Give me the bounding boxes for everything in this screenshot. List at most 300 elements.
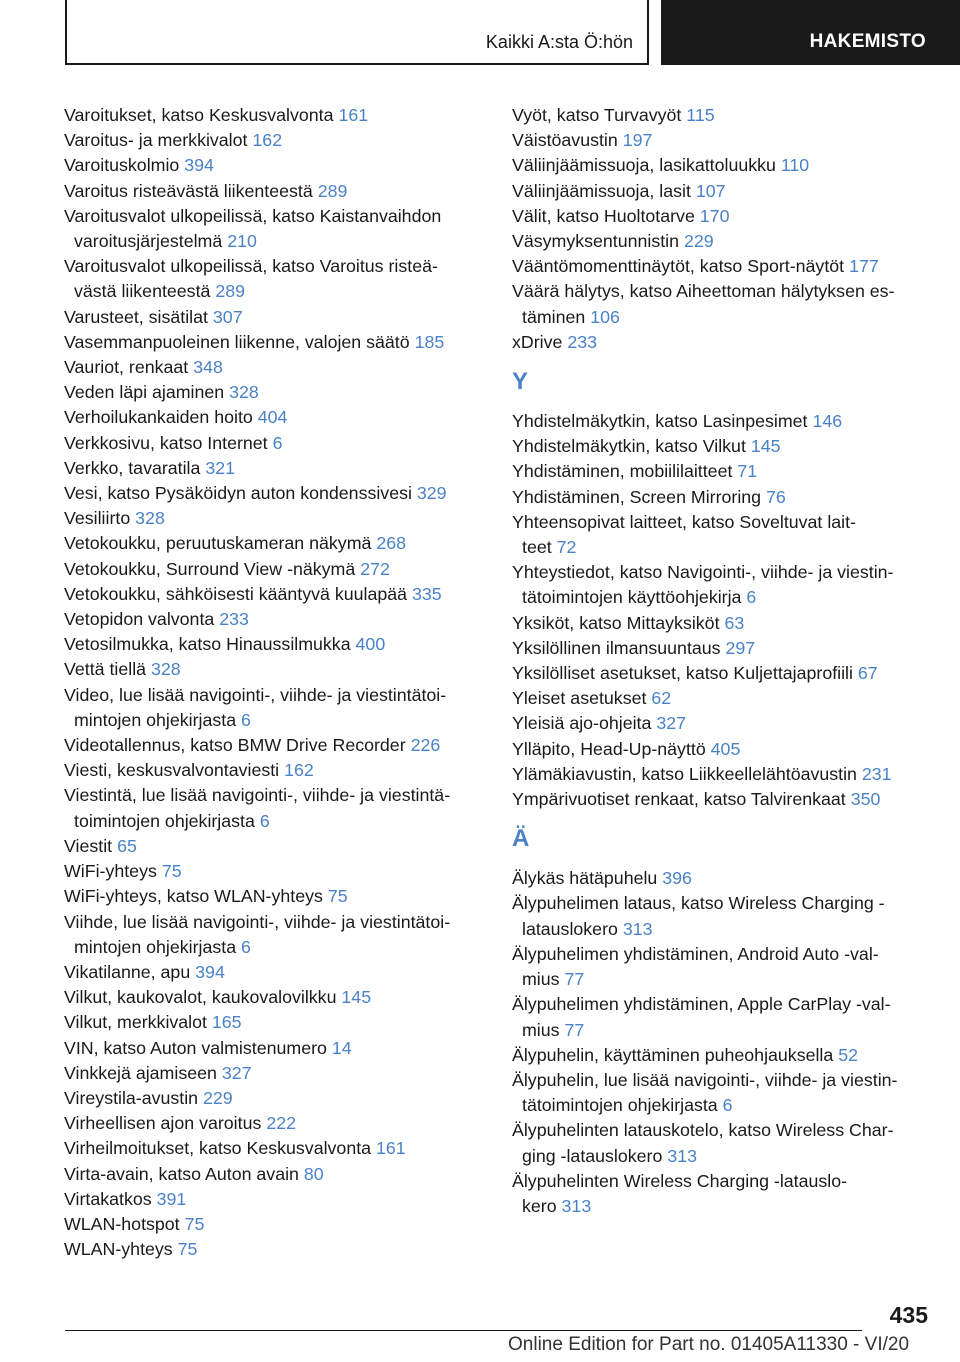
index-entry-line — [512, 686, 927, 711]
index-entry — [512, 636, 927, 661]
index-entry-line — [64, 204, 484, 229]
index-entry — [512, 686, 927, 711]
index-entry-text: Viestit — [64, 835, 113, 856]
index-entry — [512, 103, 927, 128]
page-link[interactable]: 76 — [766, 486, 786, 507]
index-entry-line — [64, 607, 484, 632]
index-entry-text: Viihde, lue lisää navigointi-, viihde- ja viestintätoi- — [64, 911, 451, 932]
index-entry — [512, 866, 927, 891]
index-entry-text: WLAN-yhteys — [64, 1239, 173, 1260]
index-entry — [64, 557, 484, 582]
index-entry-text: Vetokoukku, sähköisesti kääntyvä kuulapää — [64, 583, 408, 604]
index-entry-text: täminen — [522, 306, 586, 327]
page-link[interactable]: 6 — [259, 810, 270, 831]
index-entry-text: Yksilölliset asetukset, katso Kuljettajaprofiili — [512, 663, 853, 684]
index-entry — [512, 560, 927, 610]
index-entry-text: Vetokoukku, Surround View -näkymä — [64, 558, 356, 579]
index-entry-text: Yhdistäminen, Screen Mirroring — [512, 486, 762, 507]
page-link[interactable]: 162 — [284, 760, 314, 781]
index-entry-line — [64, 229, 484, 254]
index-entry-text: mius — [522, 1019, 560, 1040]
index-entry-line — [512, 1068, 927, 1093]
index-entry — [64, 254, 484, 304]
index-entry — [512, 254, 927, 279]
page-link[interactable]: 394 — [184, 155, 214, 176]
index-entry-line — [64, 254, 484, 279]
index-entry — [64, 985, 484, 1010]
page-link[interactable]: 72 — [556, 537, 577, 558]
page-link[interactable]: 110 — [780, 155, 810, 176]
index-entry-line — [512, 459, 927, 484]
index-entry-line — [512, 103, 927, 128]
page-link[interactable]: 405 — [710, 738, 741, 759]
index-entry-line — [64, 531, 484, 556]
page-link[interactable]: 145 — [750, 436, 781, 457]
index-entry-line — [512, 787, 927, 812]
index-entry — [512, 229, 927, 254]
index-entry — [64, 179, 484, 204]
index-entry-text: Väliinjäämissuoja, lasikattoluukku — [512, 155, 776, 176]
page-link[interactable]: 328 — [229, 382, 259, 403]
index-entry-line — [64, 809, 484, 834]
page-link[interactable]: 335 — [411, 583, 442, 604]
page-link[interactable]: 177 — [849, 256, 879, 277]
page-link[interactable]: 6 — [722, 1095, 733, 1116]
index-entry — [64, 456, 484, 481]
index-entry-text: Väliinjäämissuoja, lasit — [512, 180, 691, 201]
index-entry — [64, 783, 484, 833]
page-link[interactable]: 77 — [564, 1019, 585, 1040]
index-entry-line — [64, 103, 484, 128]
page-link[interactable]: 170 — [699, 205, 730, 226]
index-entry — [64, 204, 484, 254]
index-entry — [512, 1118, 927, 1168]
letter-heading: Ä — [512, 825, 530, 853]
index-entry — [512, 128, 927, 153]
index-entry-text: mintojen ohjekirjasta — [74, 936, 237, 957]
index-entry-line — [64, 985, 484, 1010]
index-entry-line — [64, 935, 484, 960]
index-entry — [64, 632, 484, 657]
index-entry — [64, 153, 484, 178]
index-entry-line — [64, 431, 484, 456]
page-link[interactable]: 63 — [724, 612, 745, 633]
index-entry-text: Virheilmoitukset, katso Keskusvalvonta — [64, 1138, 372, 1159]
index-entry-text: Varoitusvalot ulkopeilissä, katso Varoitus risteä- — [64, 256, 438, 277]
index-entry-line — [512, 179, 927, 204]
index-entry-text: Verhoilukankaiden hoito — [64, 407, 253, 428]
page-link[interactable]: 80 — [303, 1163, 324, 1184]
index-entry — [64, 355, 484, 380]
index-entry-text: Virtakatkos — [64, 1188, 152, 1209]
index-entry-line — [512, 485, 927, 510]
index-entry — [64, 910, 484, 960]
index-entry-line — [64, 1111, 484, 1136]
index-entry-line — [64, 1086, 484, 1111]
index-entry-text: västä liikenteestä — [74, 281, 211, 302]
page-link[interactable]: 313 — [622, 918, 653, 939]
index-entry — [64, 481, 484, 506]
index-entry-text: mintojen ohjekirjasta — [74, 709, 237, 730]
index-entry-text: Varoitus risteävästä liikenteestä — [64, 180, 313, 201]
page-link[interactable]: 146 — [812, 411, 843, 432]
page-link[interactable]: 297 — [725, 637, 756, 658]
index-entry-text: VIN, katso Auton valmistenumero — [64, 1037, 327, 1058]
index-entry-line — [512, 942, 927, 967]
index-entry — [64, 960, 484, 985]
index-column-left — [64, 103, 484, 1262]
page-link[interactable]: 313 — [667, 1145, 697, 1166]
page-link[interactable]: 327 — [221, 1062, 252, 1083]
page-link[interactable]: 6 — [241, 936, 251, 957]
index-entry-line — [64, 330, 484, 355]
index-entry-text: Vesiliirto — [64, 508, 131, 529]
index-entry-text: ging -latauslokero — [522, 1145, 663, 1166]
index-entry-line — [64, 783, 484, 808]
page-link[interactable]: 348 — [193, 357, 223, 378]
index-entry-text: tätoimintojen käyttöohjekirja — [522, 587, 742, 608]
index-entry-line — [512, 305, 927, 330]
index-entry-line — [512, 128, 927, 153]
index-entry-text: latauslokero — [522, 918, 618, 939]
page-link[interactable]: 231 — [861, 763, 892, 784]
page-link[interactable]: 75 — [327, 886, 348, 907]
index-entry-text: Viesti, keskusvalvontaviesti — [64, 760, 280, 781]
index-entry — [64, 582, 484, 607]
page-link[interactable]: 272 — [360, 558, 390, 579]
page-link[interactable]: 391 — [156, 1188, 187, 1209]
page-link[interactable]: 75 — [184, 1213, 205, 1234]
index-entry — [512, 485, 927, 510]
index-entry — [512, 204, 927, 229]
index-entry-line — [64, 1237, 484, 1262]
index-entry-text: Väistöavustin — [512, 130, 618, 151]
section-label: Kaikki A:sta Ö:hön — [485, 32, 633, 52]
page-link[interactable]: 75 — [177, 1239, 198, 1260]
index-entry-line — [64, 179, 484, 204]
index-entry — [512, 942, 927, 992]
index-entry — [512, 762, 927, 787]
index-entry — [512, 1068, 927, 1118]
edition-note: Online Edition for Part no. 01405A11330 - VI/20 — [508, 1334, 910, 1355]
index-entry-text: WLAN-hotspot — [64, 1213, 180, 1234]
index-entry — [64, 1212, 484, 1237]
index-entry — [512, 711, 927, 736]
index-entry-line — [512, 1018, 927, 1043]
index-entry-line — [64, 708, 484, 733]
index-entry-text: Vetokoukku, peruutuskameran näkymä — [64, 533, 372, 554]
index-entry — [512, 510, 927, 560]
index-entry-text: Vireystila-avustin — [64, 1087, 199, 1108]
index-entry-text: Vetopidon valvonta — [64, 609, 215, 630]
page-link[interactable]: 161 — [338, 105, 369, 125]
index-entry-line — [512, 409, 927, 434]
index-entry-line — [512, 762, 927, 787]
index-entry-text: Vikatilanne, apu — [64, 961, 191, 982]
letter-heading: Y — [512, 368, 529, 396]
index-entry — [512, 1169, 927, 1219]
index-entry-line — [512, 254, 927, 279]
index-entry — [64, 1036, 484, 1061]
index-entry-text: Varoitus- ja merkkivalot — [64, 130, 248, 151]
index-entry-line — [512, 611, 927, 636]
index-entry — [64, 128, 484, 153]
index-entry-text: Yleisiä ajo-ohjeita — [512, 713, 652, 734]
index-entry-text: Vinkkejä ajamiseen — [64, 1062, 217, 1083]
page-link[interactable]: 307 — [212, 306, 243, 327]
index-entry-line — [64, 557, 484, 582]
index-entry-text: Älypuhelimen yhdistäminen, Apple CarPlay -val- — [512, 994, 891, 1015]
index-entry-text: Vääntömomenttinäytöt, katso Sport-näytöt — [512, 256, 845, 277]
index-entry-line — [64, 128, 484, 153]
page-link[interactable]: 6 — [272, 432, 283, 453]
index-entry-text: Älypuhelin, käyttäminen puheohjauksella — [512, 1044, 834, 1065]
page-link[interactable]: 6 — [746, 587, 757, 608]
page-link[interactable]: 65 — [117, 835, 137, 856]
page-link[interactable]: 14 — [331, 1037, 352, 1058]
index-entry — [64, 758, 484, 783]
index-entry — [64, 405, 484, 430]
index-entry-line — [512, 535, 927, 560]
index-entry-line — [512, 330, 927, 355]
page-link[interactable]: 62 — [651, 688, 672, 709]
page-link[interactable]: 233 — [567, 331, 598, 352]
page-link[interactable]: 321 — [205, 457, 236, 478]
index-entry-line — [64, 1187, 484, 1212]
index-entry-text: Video, lue lisää navigointi-, viihde- ja viestintätoi- — [64, 684, 447, 705]
index-entry-line — [64, 1212, 484, 1237]
index-entry-text: Varoitukset, katso Keskusvalvonta — [64, 105, 334, 125]
page-link[interactable]: 107 — [695, 180, 726, 201]
index-entry-line — [512, 1093, 927, 1118]
index-entry-line — [64, 506, 484, 531]
index-entry — [512, 1043, 927, 1068]
index-entry — [64, 1187, 484, 1212]
index-entry-line — [64, 279, 484, 304]
page-link[interactable]: 328 — [135, 508, 165, 529]
index-entry-text: Yhdistelmäkytkin, katso Lasinpesimet — [512, 411, 808, 432]
index-entry — [64, 330, 484, 355]
index-entry-text: Ympärivuotiset renkaat, katso Talvirenkaat — [512, 789, 846, 810]
page-link[interactable]: 6 — [241, 709, 251, 730]
index-entry-text: Varusteet, sisätilat — [64, 306, 208, 327]
index-entry — [64, 859, 484, 884]
index-entry-line — [512, 229, 927, 254]
index-entry-line — [512, 560, 927, 585]
index-entry-line — [64, 1061, 484, 1086]
index-entry-text: Yhdistäminen, mobiililaitteet — [512, 461, 733, 482]
page-link[interactable]: 400 — [355, 634, 386, 655]
index-entry-text: Yksilöllinen ilmansuuntaus — [512, 637, 721, 658]
page-link[interactable]: 329 — [416, 483, 447, 504]
index-entry-text: Yksiköt, katso Mittayksiköt — [512, 612, 720, 633]
index-entry — [512, 992, 927, 1042]
index-entry-text: Videotallennus, katso BMW Drive Recorder — [64, 735, 406, 756]
index-entry-line — [64, 733, 484, 758]
page-link[interactable]: 394 — [195, 961, 225, 982]
page-link[interactable]: 210 — [227, 231, 257, 252]
page-link[interactable]: 145 — [341, 987, 372, 1008]
index-entry-line — [64, 758, 484, 783]
index-entry — [512, 787, 927, 812]
footer-divider — [65, 1330, 862, 1331]
page-link[interactable]: 350 — [850, 789, 881, 810]
index-entry — [64, 531, 484, 556]
index-tab-label: HAKEMISTO — [809, 31, 926, 52]
index-entry-line — [64, 834, 484, 859]
index-entry — [64, 683, 484, 733]
index-entry-text: Virheellisen ajon varoitus — [64, 1113, 262, 1134]
page-link[interactable]: 327 — [656, 713, 686, 734]
index-entry — [512, 459, 927, 484]
page-link[interactable]: 268 — [376, 533, 407, 554]
index-entry-text: toimintojen ohjekirjasta — [74, 810, 255, 831]
index-entry — [64, 1111, 484, 1136]
index-entry — [512, 737, 927, 762]
index-entry-line — [64, 481, 484, 506]
page-link[interactable]: 313 — [561, 1195, 592, 1216]
index-entry-line — [64, 1036, 484, 1061]
page-link[interactable]: 71 — [737, 461, 758, 482]
index-entry-line — [64, 884, 484, 909]
page-link[interactable]: 328 — [151, 659, 181, 680]
index-entry-text: Älypuhelimen yhdistäminen, Android Auto -val- — [512, 943, 879, 964]
index-entry-line — [64, 683, 484, 708]
index-entry — [512, 153, 927, 178]
index-entry-text: Ylläpito, Head-Up-näyttö — [512, 738, 706, 759]
page-link[interactable]: 115 — [686, 105, 715, 125]
index-entry — [64, 1086, 484, 1111]
index-entry-text: WiFi-yhteys, katso WLAN-yhteys — [64, 886, 323, 907]
page-link[interactable]: 161 — [376, 1138, 406, 1159]
index-entry-line — [512, 1169, 927, 1194]
index-entry — [64, 834, 484, 859]
index-entry-text: Älypuhelin, lue lisää navigointi-, viihde- ja viestin- — [512, 1069, 898, 1090]
page-link[interactable]: 67 — [857, 663, 878, 684]
index-entry-text: mius — [522, 969, 560, 990]
page-link[interactable]: 52 — [838, 1044, 858, 1065]
page-link[interactable]: 404 — [257, 407, 288, 428]
index-entry-text: Älykäs hätäpuhelu — [512, 868, 658, 889]
index-entry-line — [512, 153, 927, 178]
index-entry-text: Vauriot, renkaat — [64, 357, 189, 378]
index-entry — [512, 434, 927, 459]
index-entry-text: Välit, katso Huoltotarve — [512, 205, 695, 226]
index-entry-text: Verkkosivu, katso Internet — [64, 432, 268, 453]
index-entry-line — [512, 434, 927, 459]
page-link[interactable]: 289 — [215, 281, 246, 302]
index-entry-text: WiFi-yhteys — [64, 861, 157, 882]
index-entry-text: Väärä hälytys, katso Aiheettoman hälytyksen es- — [512, 281, 895, 302]
page-link[interactable]: 106 — [590, 306, 620, 327]
index-entry-line — [64, 355, 484, 380]
index-entry-text: Vilkut, merkkivalot — [64, 1012, 207, 1033]
index-entry — [64, 506, 484, 531]
page-number: 435 — [889, 1302, 928, 1328]
index-entry — [64, 1162, 484, 1187]
index-entry — [512, 409, 927, 434]
index-entry-text: Älypuhelinten latauskotelo, katso Wireless Char- — [512, 1120, 894, 1141]
index-entry-text: Ylämäkiavustin, katso Liikkeellelähtöavustin — [512, 763, 857, 784]
page-link[interactable]: 229 — [203, 1087, 233, 1108]
index-entry-line — [64, 405, 484, 430]
index-entry-text: Vetosilmukka, katso Hinaussilmukka — [64, 634, 351, 655]
index-entry-line — [512, 1118, 927, 1143]
index-entry-text: Varoitusvalot ulkopeilissä, katso Kaistanvaihdon — [64, 205, 442, 226]
index-entry-line — [512, 967, 927, 992]
page-link[interactable]: 289 — [317, 180, 348, 201]
index-entry — [64, 431, 484, 456]
index-entry-line — [512, 204, 927, 229]
index-entry-line — [512, 661, 927, 686]
page-link[interactable]: 162 — [252, 130, 283, 151]
index-entry — [512, 661, 927, 686]
index-entry-line — [64, 859, 484, 884]
index-entry-text: Varoituskolmio — [64, 155, 180, 176]
index-entry-line — [64, 1162, 484, 1187]
index-entry-text: Vasemmanpuoleinen liikenne, valojen säätö — [64, 331, 410, 352]
page-link[interactable]: 222 — [266, 1113, 296, 1134]
page-link[interactable]: 75 — [161, 861, 182, 882]
page-link[interactable]: 165 — [211, 1012, 242, 1033]
page-link[interactable]: 233 — [219, 609, 249, 630]
index-entry-text: Virta-avain, katso Auton avain — [64, 1163, 299, 1184]
index-entry-text: Älypuhelinten Wireless Charging -latauslo- — [512, 1170, 848, 1191]
index-entry-line — [512, 711, 927, 736]
index-entry-text: Väsymyksentunnistin — [512, 231, 680, 252]
header-section-box — [65, 0, 649, 65]
index-entry-line — [64, 960, 484, 985]
index-entry — [512, 891, 927, 941]
index-entry-text: Verkko, tavaratila — [64, 457, 201, 478]
index-entry — [512, 611, 927, 636]
index-entry-text: xDrive — [512, 331, 563, 352]
index-entry-line — [512, 891, 927, 916]
index-entry-text: Yhdistelmäkytkin, katso Vilkut — [512, 436, 746, 457]
index-entry — [64, 733, 484, 758]
index-entry-line — [512, 1144, 927, 1169]
index-entry — [64, 305, 484, 330]
page-link[interactable]: 396 — [662, 868, 692, 889]
index-entry — [64, 380, 484, 405]
index-entry — [512, 279, 927, 329]
page-link[interactable]: 229 — [683, 231, 714, 252]
page-link[interactable]: 77 — [564, 969, 585, 990]
index-entry — [64, 884, 484, 909]
index-entry-line — [64, 1010, 484, 1035]
index-entry-line — [512, 1043, 927, 1068]
index-entry-line — [512, 1194, 927, 1219]
index-entry-text: tätoimintojen ohjekirjasta — [522, 1095, 718, 1116]
page-link[interactable]: 197 — [622, 130, 653, 151]
index-entry-text: Vettä tiellä — [64, 659, 147, 680]
page-link[interactable]: 226 — [410, 735, 441, 756]
index-entry-text: Yhteensopivat laitteet, katso Soveltuvat lait- — [512, 511, 856, 532]
index-entry-line — [64, 305, 484, 330]
index-entry-line — [64, 657, 484, 682]
index-entry-line — [64, 910, 484, 935]
index-entry-text: kero — [522, 1195, 557, 1216]
index-entry-line — [512, 585, 927, 610]
index-entry-text: Viestintä, lue lisää navigointi-, viihde- ja viestintä- — [64, 785, 451, 806]
index-entry — [64, 1061, 484, 1086]
index-tab[interactable] — [661, 0, 960, 65]
index-entry-line — [512, 866, 927, 891]
page-link[interactable]: 185 — [414, 331, 445, 352]
index-entry-line — [64, 1136, 484, 1161]
index-column-right — [512, 103, 927, 1219]
index-entry — [64, 103, 484, 128]
